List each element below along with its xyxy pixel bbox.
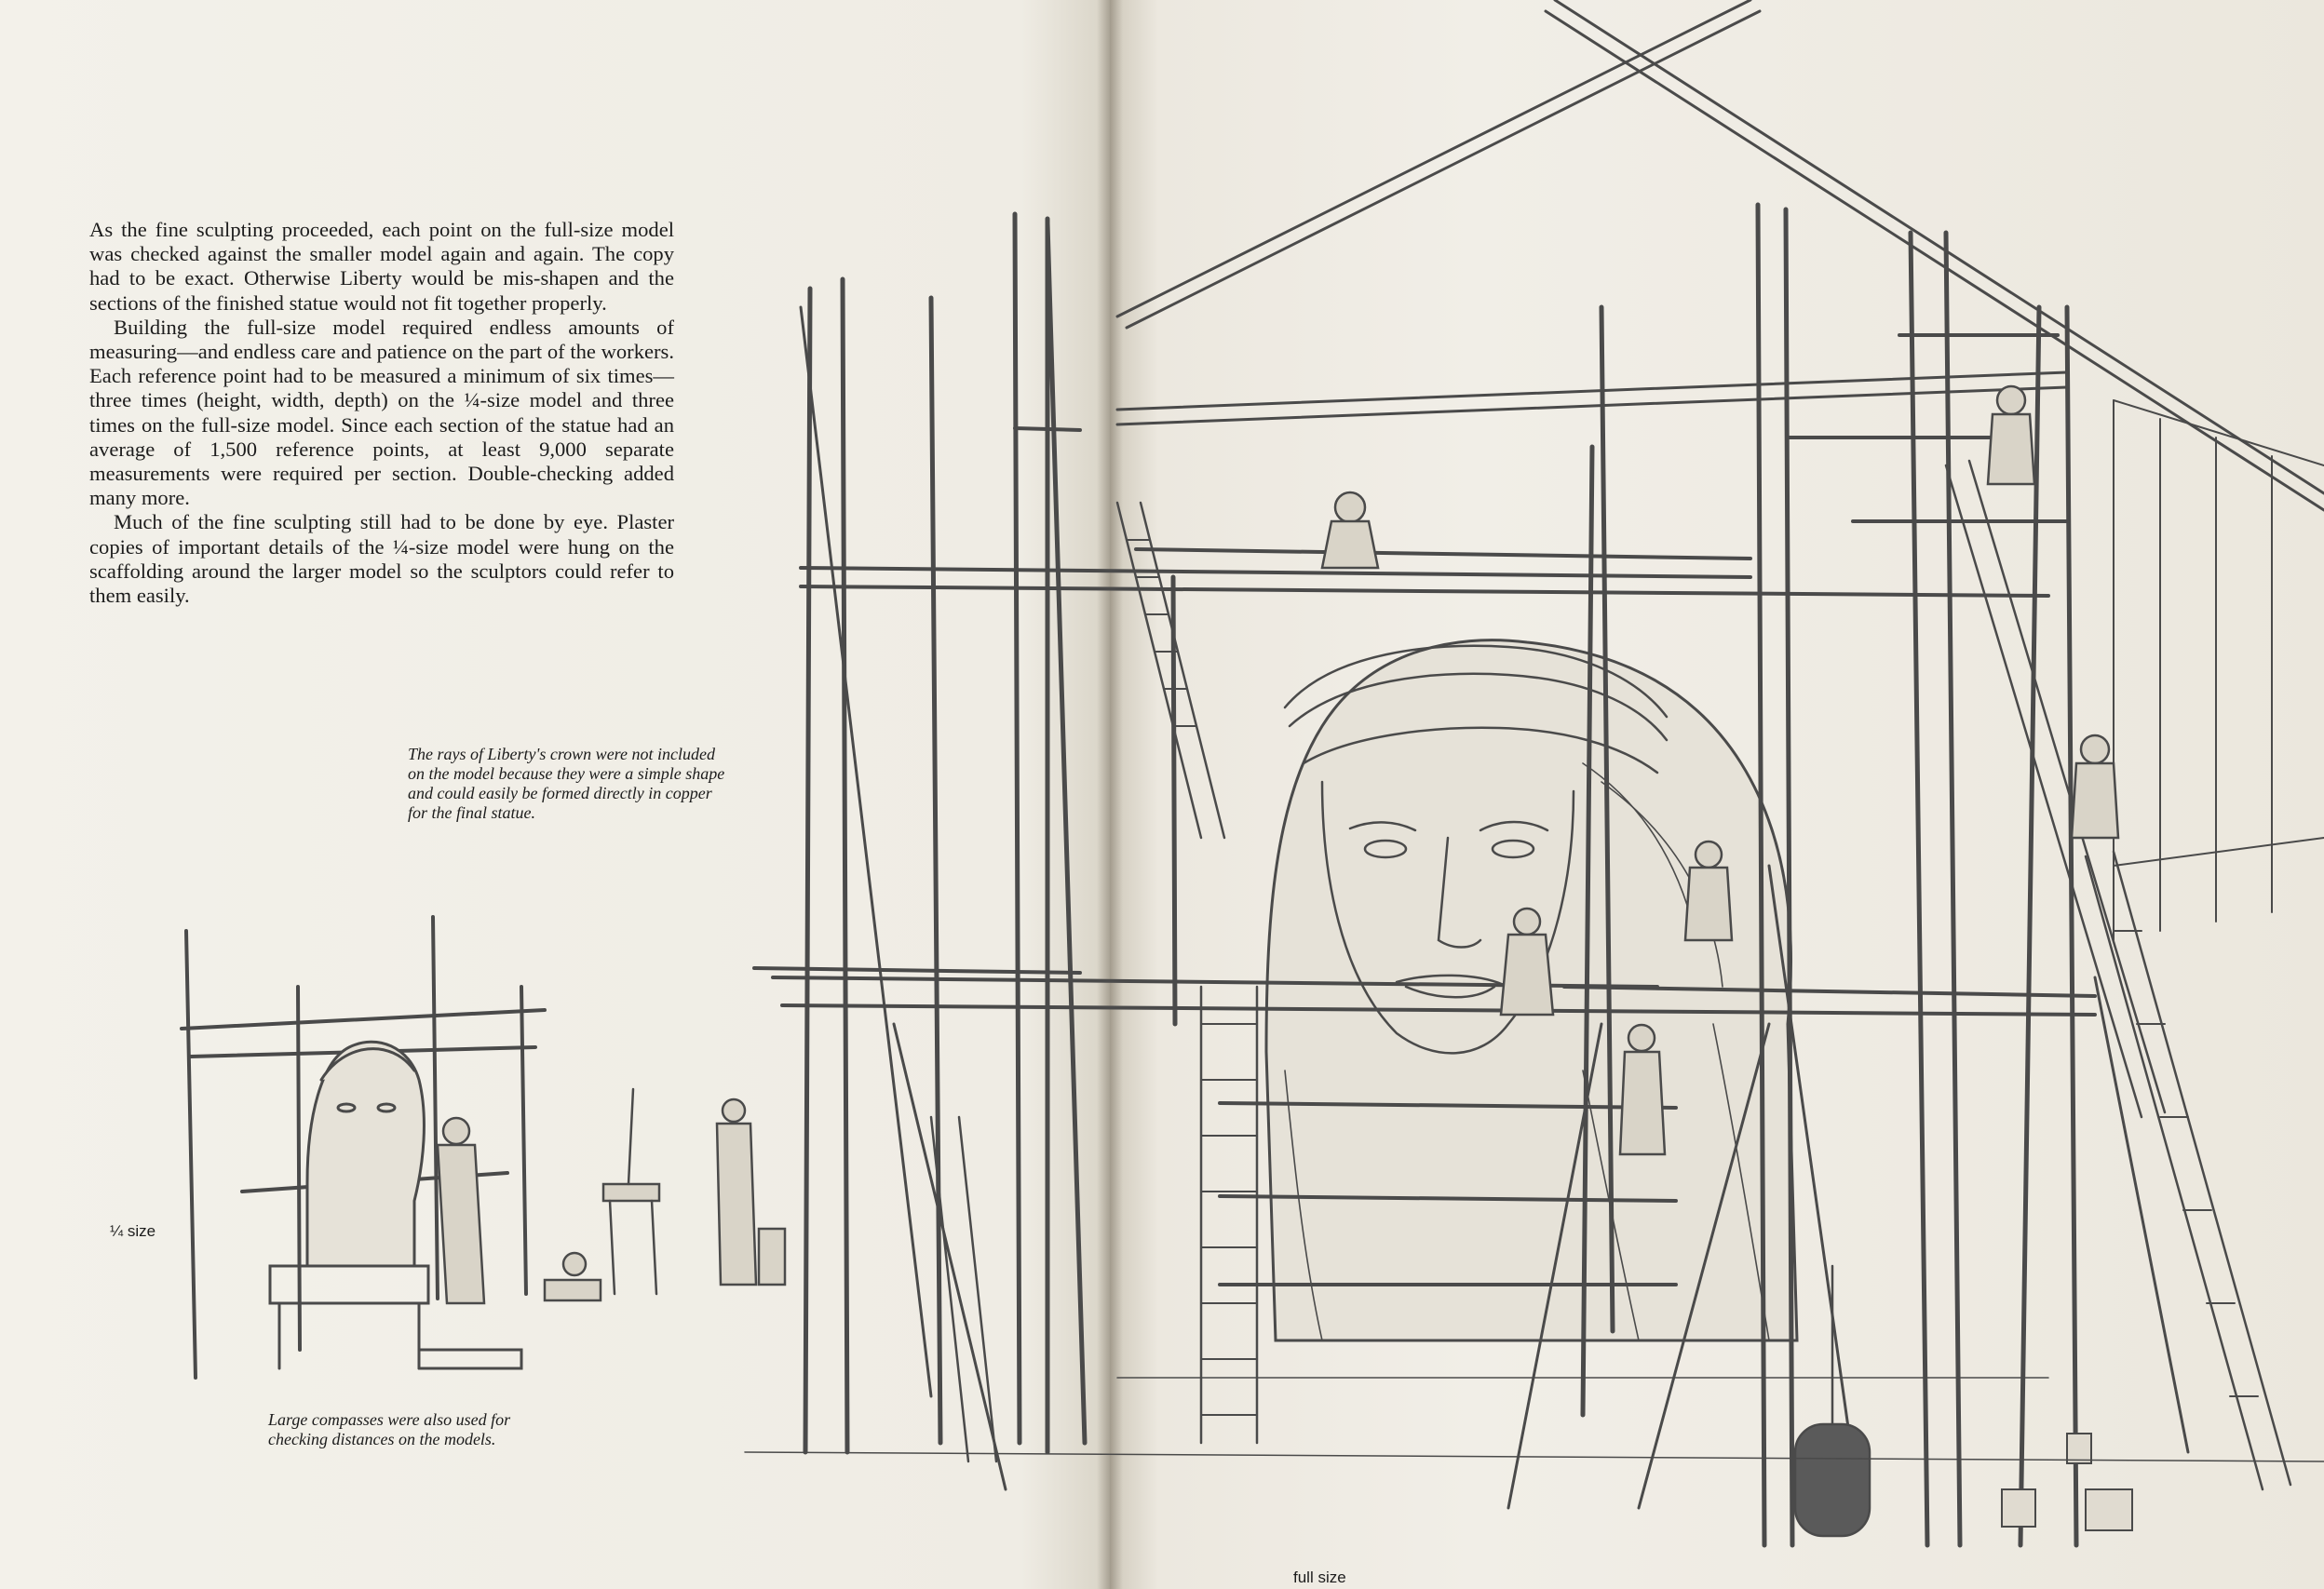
body-text xyxy=(89,218,674,608)
paragraph-measuring: Building the full-size model required endless amounts of measuring—and endless care and patience on the part of the workers. Each reference point had to be measured a minimum of six times—three times (height, width, depth) on the ¼-size model and three times on the full-size model. Since each section of the statue had an average of 1,500 reference points, at least 9,000 separate measurements were required per section. Double-checking added many more. xyxy=(89,315,674,510)
small-figures xyxy=(438,1089,785,1303)
right-wall-panels xyxy=(2114,400,2324,940)
paragraph-by-eye: Much of the fine sculpting still had to be done by eye. Plaster copies of important details of the ¼-size model were hung on the scaffolding around the larger model so the sculptors could refer to them easily. xyxy=(89,510,674,608)
label-full-size: full size xyxy=(1293,1569,1346,1586)
caption-compasses: Large compasses were also used for checking distances on the models. xyxy=(268,1410,511,1448)
stove xyxy=(1795,1266,1870,1536)
label-quarter-size: ¼ size xyxy=(110,1222,156,1240)
caption-rays: The rays of Liberty's crown were not included on the model because they were a simple shape and could easily be formed directly in copper for the final statue. xyxy=(408,745,725,822)
quarter-size-bust xyxy=(307,1042,424,1266)
paragraph-fine-sculpting: As the fine sculpting proceeded, each point on the full-size model was checked against the smaller model again and again. The copy had to be exact. Otherwise Liberty would be mis-shapen and the sections of the finished statue would not fit together properly. xyxy=(89,218,674,315)
roof-beams xyxy=(1117,0,2324,510)
